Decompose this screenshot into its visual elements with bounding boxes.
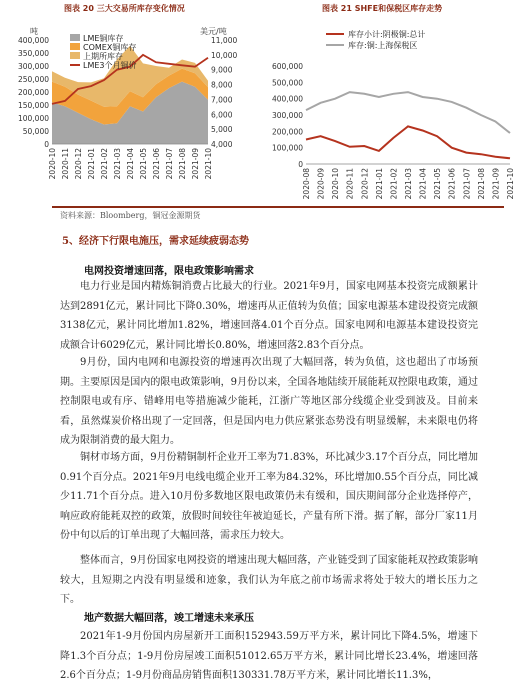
y-right-tick-label: 8,000 — [211, 80, 233, 90]
x-tick-label: 2021-07 — [462, 168, 472, 200]
y-left-tick-label: 50,000 — [22, 127, 49, 136]
x-tick-label: 2021-08 — [178, 148, 187, 180]
y-tick-label: 300,000 — [271, 111, 303, 120]
legend-label: 库存小计:阴极铜:总计 — [348, 30, 426, 39]
divider — [52, 206, 504, 208]
legend-label: LME铜库存 — [83, 34, 124, 43]
x-tick-label: 2021-07 — [165, 148, 174, 180]
y-right-tick-label: 6,000 — [211, 110, 233, 120]
legend-label: 库存:铜:上海保税区 — [348, 41, 418, 50]
y-left-tick-label: 350,000 — [17, 49, 49, 58]
x-tick-label: 2021-01 — [87, 148, 96, 180]
x-tick-label: 2020-10 — [48, 148, 57, 180]
y-right-unit: 美元/吨 — [200, 27, 227, 36]
x-tick-label: 2020-12 — [360, 168, 370, 200]
figure-21-title: 图表 21 SHFE和保税区库存走势 — [322, 4, 443, 13]
x-tick-label: 2021-06 — [152, 148, 161, 180]
chart-shfe-bonded-inventory — [262, 14, 520, 202]
y-left-tick-label: 250,000 — [17, 75, 49, 84]
x-tick-label: 2021-04 — [418, 168, 428, 200]
x-tick-label: 2021-04 — [126, 148, 135, 180]
figure-20-title: 图表 20 三大交易所库存变化情况 — [64, 4, 185, 13]
x-tick-label: 2021-10 — [506, 168, 515, 200]
x-tick-label: 2021-02 — [100, 148, 109, 180]
x-tick-label: 2021-03 — [113, 148, 122, 180]
y-left-tick-label: 200,000 — [17, 88, 49, 97]
y-tick-label: 500,000 — [271, 78, 303, 88]
y-left-tick-label: 150,000 — [17, 101, 49, 110]
y-right-tick-label: 11,000 — [211, 36, 238, 45]
y-left-unit: 吨 — [30, 27, 38, 36]
y-tick-label: 200,000 — [271, 127, 303, 137]
x-tick-label: 2021-01 — [374, 168, 384, 200]
legend-label: LME3个月铜价 — [83, 61, 137, 70]
paragraph-2: 9月份，国内电网和电源投资的增速再次出现了大幅回落，转为负值，这也超出了市场预期。主要原因是国内的限电政策影响，9月份以来，全国各地陆续开展能耗双控限电政策，通过控制限电或有序、错峰用电等措施减少能耗，江浙广等地区部分线缆企业受到波及。目前来看，虽然煤炭价格出现了一定回落，但是国内电力供应紧张态势没有明显缓解，未来限电仍将成为限制消费的最大阻力。 — [60, 357, 478, 447]
y-tick-label: 0 — [298, 160, 303, 169]
y-right-tick-label: 4,000 — [211, 140, 233, 149]
x-tick-label: 2021-10 — [204, 148, 213, 180]
y-left-tick-label: 100,000 — [17, 114, 49, 123]
chart-exchange-inventory — [0, 14, 260, 202]
legend-label: 上期所库存 — [83, 52, 123, 61]
y-tick-label: 100,000 — [271, 143, 303, 153]
paragraph-1: 电力行业是国内精炼铜消费占比最大的行业。2021年9月，国家电网基本投资完成额累计达到2891亿元，累计同比下降0.30%，增速再从正值转为负值；国家电源基本建设投资完成额3138亿元，累计同比增加1.82%，增速回落4.01个百分点。国家电网和电源基本建设投资完成额合计6029亿元，累计同比增长0.80%，增速回落2.83个百分点。 — [60, 281, 478, 351]
y-tick-label: 600,000 — [271, 62, 303, 71]
x-tick-label: 2020-10 — [331, 168, 341, 200]
legend-swatch — [70, 52, 80, 59]
x-tick-label: 2020-11 — [345, 168, 355, 200]
y-left-tick-label: 400,000 — [17, 36, 49, 45]
legend-swatch — [70, 43, 80, 50]
legend-label: COMEX铜库存 — [83, 43, 137, 52]
y-right-tick-label: 7,000 — [211, 95, 233, 105]
y-right-tick-label: 5,000 — [211, 125, 233, 135]
subheading-real-estate: 地产数据大幅回落，竣工增速未来承压 — [84, 613, 254, 624]
line-series — [306, 126, 510, 158]
x-tick-label: 2020-09 — [316, 168, 326, 200]
subheading-power-grid: 电网投资增速回落，限电政策影响需求 — [84, 266, 254, 277]
x-tick-label: 2021-03 — [404, 168, 413, 200]
x-tick-label: 2020-12 — [74, 148, 83, 180]
paragraph-3: 铜材市场方面，9月份精铜制杆企业开工率为71.83%，环比减少3.17个百分点，同比增加0.91个百分点。2021年9月电线电缆企业开工率为84.32%，环比增加0.55个百分点，同比减少11.71个百分点。进入10月份多数地区限电政策仍未有缓和，国庆期间部分企业选择停产，响应政府能耗双控的政策，放假时间较往年被迫延长，产量有所下滑。据了解，部分厂家11月份中旬以后的订单出现了大幅回落，需求压力较大。 — [60, 452, 478, 542]
legend-swatch — [70, 34, 80, 41]
paragraph-5: 2021年1-9月份国内房屋新开工面积152943.59万平方米，累计同比下降4.5%，增速下降1.3个百分点；1-9月份房屋竣工面积51012.65万平方米，累计同比增长23.4%，增速回落2.6个百分点；1-9月份商品房销售面积130331.78万平方米，累计同比增长11.3%， — [60, 631, 478, 682]
x-tick-label: 2021-08 — [476, 168, 486, 200]
y-tick-label: 400,000 — [271, 94, 303, 104]
x-tick-label: 2020-08 — [302, 168, 311, 200]
y-right-tick-label: 9,000 — [211, 65, 233, 75]
x-tick-label: 2021-02 — [389, 168, 399, 200]
figure-source: 资料来源：Bloomberg，铜冠金源期货 — [60, 211, 201, 220]
x-tick-label: 2021-05 — [139, 148, 148, 180]
x-tick-label: 2021-06 — [447, 168, 457, 200]
x-tick-label: 2021-09 — [191, 148, 200, 180]
y-left-tick-label: 300,000 — [17, 62, 49, 71]
paragraph-4: 整体而言，9月份国家电网投资的增速出现大幅回落，产业链受到了国家能耗双控政策影响较大，且短期之内没有明显缓和迹象，我们认为年底之前市场需求将处于较大的增长压力之下。 — [60, 555, 478, 606]
y-right-tick-label: 10,000 — [211, 50, 238, 60]
x-tick-label: 2020-11 — [61, 148, 70, 180]
x-tick-label: 2021-09 — [491, 168, 501, 200]
x-tick-label: 2021-05 — [433, 168, 443, 200]
y-left-tick-label: 0 — [44, 140, 49, 149]
section-title: 5、经济下行限电施压，需求延续疲弱态势 — [62, 236, 249, 247]
